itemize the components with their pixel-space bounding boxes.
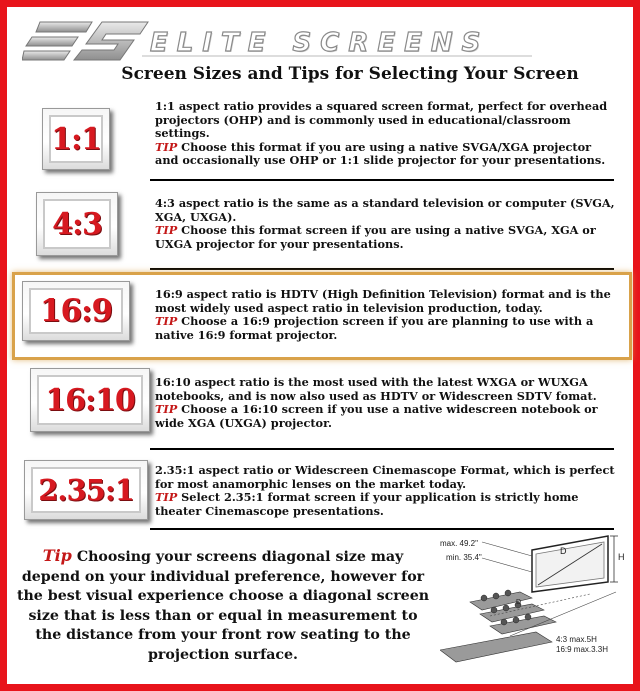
viewing-distance-diagram	[440, 532, 630, 682]
diagram-min-label: min. 35.4"	[446, 553, 482, 562]
ratio-badge-label: 1:1	[51, 121, 101, 157]
bottom-tip-label: Tip	[42, 546, 72, 565]
ratio-description-2-35-1	[155, 464, 615, 518]
ratio-desc-text: 1:1 aspect ratio provides a squared screen format, perfect for overhead projectors (OHP) and is commonly used in educational/classroom settings.	[155, 99, 608, 141]
ratio-description-1-1	[155, 100, 615, 168]
tip-label: TIP	[155, 402, 178, 417]
ratio-badge-label: 4:3	[52, 206, 102, 242]
bottom-tip	[16, 546, 430, 665]
ratio-tip-text: Choose a 16:9 projection screen if you are planning to use with a native 16:9 format projector.	[155, 314, 594, 342]
ratio-description-16-9	[155, 288, 615, 342]
ratio-badge-16-9	[22, 281, 130, 341]
tip-label: TIP	[155, 223, 178, 238]
bottom-tip-text: Choosing your screens diagonal size may depend on your individual preference, however for the best visual experience choose a diagonal screen size that is less than or equal in measurement to the distance from your front row seating to the projection surface.	[16, 549, 430, 663]
diagram-h-label: H	[618, 552, 625, 562]
diagram-dist-16-9: 16:9 max.3.3H	[556, 645, 609, 654]
ratio-tip-text: Choose a 16:10 screen if you use a native widescreen notebook or wide XGA (UXGA) projector.	[155, 402, 598, 430]
diagram-d2-label: D	[516, 599, 522, 606]
ratio-badge-1-1	[42, 108, 110, 170]
tip-label: TIP	[155, 490, 178, 505]
ratio-desc-text: 4:3 aspect ratio is the same as a standard television or computer (SVGA, XGA, UXGA).	[155, 196, 615, 224]
diagram-dist-4-3: 4:3 max.5H	[556, 635, 597, 644]
tip-label: TIP	[155, 314, 178, 329]
ratio-description-16-10	[155, 376, 615, 430]
tip-label: TIP	[155, 139, 178, 154]
ratio-tip-text: Select 2.35:1 format screen if your application is strictly home theater Cinemascope presentations.	[155, 490, 579, 518]
brand-name: ELITE SCREENS	[150, 28, 490, 58]
row-divider	[150, 528, 614, 530]
ratio-desc-text: 2.35:1 aspect ratio or Widescreen Cinemascope Format, which is perfect for most anamorphic lenses on the market today.	[155, 463, 615, 491]
ratio-badge-label: 2.35:1	[38, 473, 134, 507]
ratio-badge-label: 16:9	[39, 293, 113, 329]
diagram-max-label: max. 49.2"	[440, 539, 478, 548]
ratio-badge-16-10	[30, 368, 150, 432]
ratio-badge-2-35-1	[24, 460, 148, 520]
ratio-desc-text: 16:10 aspect ratio is the most used with the latest WXGA or WUXGA notebooks, and is now also used as HDTV or Widescreen SDTV fomat.	[155, 375, 597, 403]
ratio-desc-text: 16:9 aspect ratio is HDTV (High Definition Television) format and is the most widely used aspect ratio in television production, today.	[155, 287, 611, 315]
ratio-description-4-3	[155, 197, 615, 251]
ratio-tip-text: Choose this format if you are using a native SVGA/XGA projector and occasionally use OHP or 1:1 slide projector for your presentations.	[155, 139, 606, 168]
ratio-badge-4-3	[36, 192, 118, 256]
page-title: Screen Sizes and Tips for Selecting Your Screen	[121, 64, 579, 84]
ratio-tip-text: Choose this format screen if you are using a native SVGA, XGA or UXGA projector for your presentations.	[155, 223, 596, 251]
row-divider	[150, 448, 614, 450]
row-divider	[150, 179, 614, 181]
row-divider	[150, 268, 614, 270]
diagram-d-label: D	[560, 546, 567, 556]
ratio-badge-label: 16:10	[45, 382, 135, 418]
